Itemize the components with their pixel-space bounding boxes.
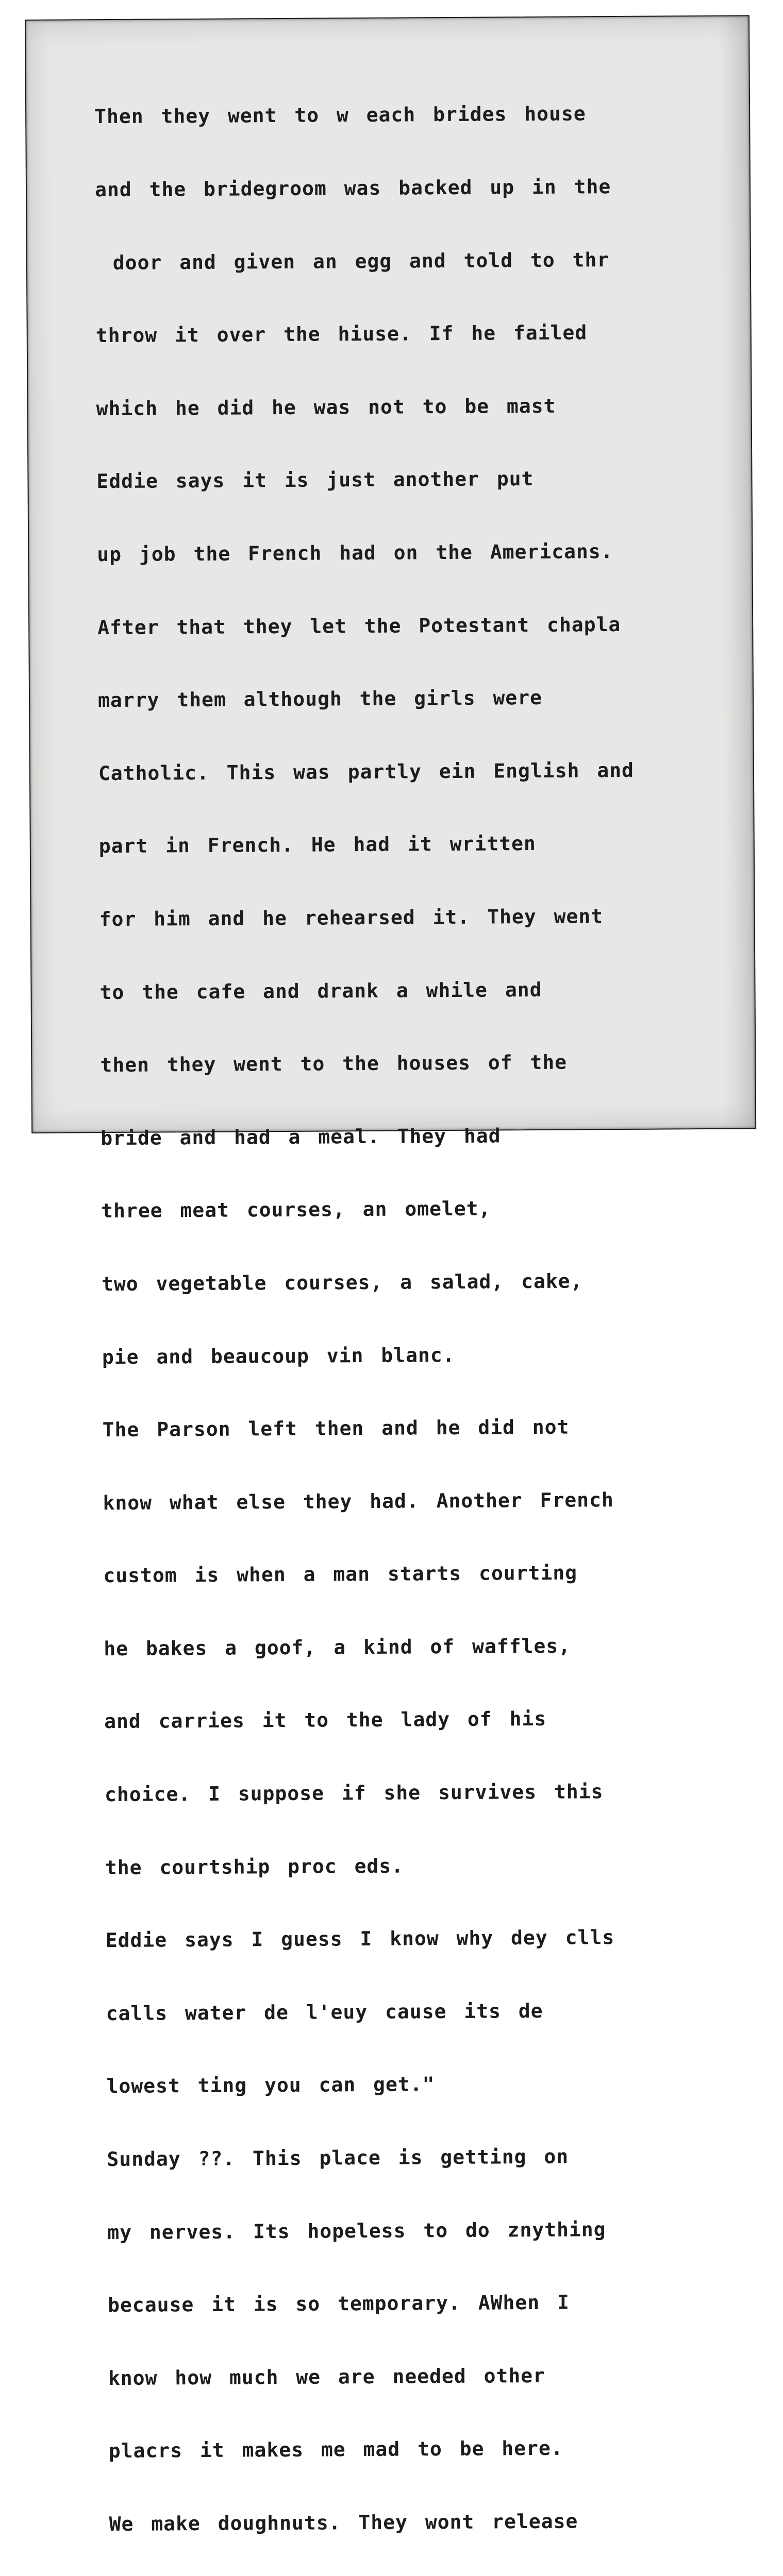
text-line: my nerves. Its hopeless to do znything — [107, 2217, 606, 2244]
text-line: because it is so temporary. AWhen I — [107, 2291, 570, 2317]
text-line: calls water de l'euy cause its de — [106, 1999, 543, 2025]
text-line: three meat courses, an omelet, — [101, 1197, 491, 1223]
text-line: part in French. He had it written — [98, 832, 536, 858]
text-line: door and given an egg and told to thr — [95, 248, 610, 274]
text-line: he bakes a goof, a kind of waffles, — [104, 1634, 571, 1660]
typewritten-page — [25, 15, 756, 2536]
text-line: and the bridegroom was backed up in the — [94, 175, 611, 201]
text-line: Eddie says I guess I know why dey clls — [105, 1926, 615, 1952]
text-line: bride and had a meal. They had — [101, 1124, 501, 1149]
text-line: up job the French had on the Americans. — [97, 540, 613, 566]
text-line: pie and beaucoup vin blanc. — [102, 1343, 455, 1368]
text-line: custom is when a man starts courting — [103, 1561, 578, 1587]
text-line: know how much we are needed other — [108, 2364, 546, 2389]
text-line: and carries it to the lady of his — [104, 1707, 547, 1733]
text-line: to the cafe and drank a while and — [99, 978, 542, 1004]
text-line: After that they let the Potestant chapla — [97, 613, 621, 639]
text-line: throw it over the hiuse. If he failed — [95, 321, 588, 347]
typed-text-body — [94, 52, 783, 2576]
text-line: Eddie says it is just another put — [96, 467, 534, 493]
text-line: We make doughnuts. They wont release — [109, 2510, 578, 2536]
text-line: lowest ting you can get." — [106, 2073, 435, 2098]
text-line: placrs it makes me mad to be here. — [108, 2437, 563, 2463]
text-line: then they went to the houses of the — [100, 1050, 568, 1077]
text-line: Sunday ??. This place is getting on — [107, 2145, 569, 2171]
text-line: Catholic. This was partly ein English and — [98, 758, 635, 785]
text-line: the courtship proc eds. — [105, 1854, 404, 1879]
text-line: know what else they had. Another French — [103, 1488, 614, 1514]
text-line: The Parson left then and he did not — [102, 1415, 570, 1442]
text-line: two vegetable courses, a salad, cake, — [101, 1269, 583, 1296]
text-line: marry them although the girls were — [97, 686, 543, 712]
text-line: Then they went to w each brides house — [94, 102, 586, 128]
text-line: which he did he was not to be mast — [96, 394, 556, 420]
text-line: for him and he rehearsed it. They went — [99, 905, 604, 931]
text-line: choice. I suppose if she survives this — [104, 1780, 604, 1806]
